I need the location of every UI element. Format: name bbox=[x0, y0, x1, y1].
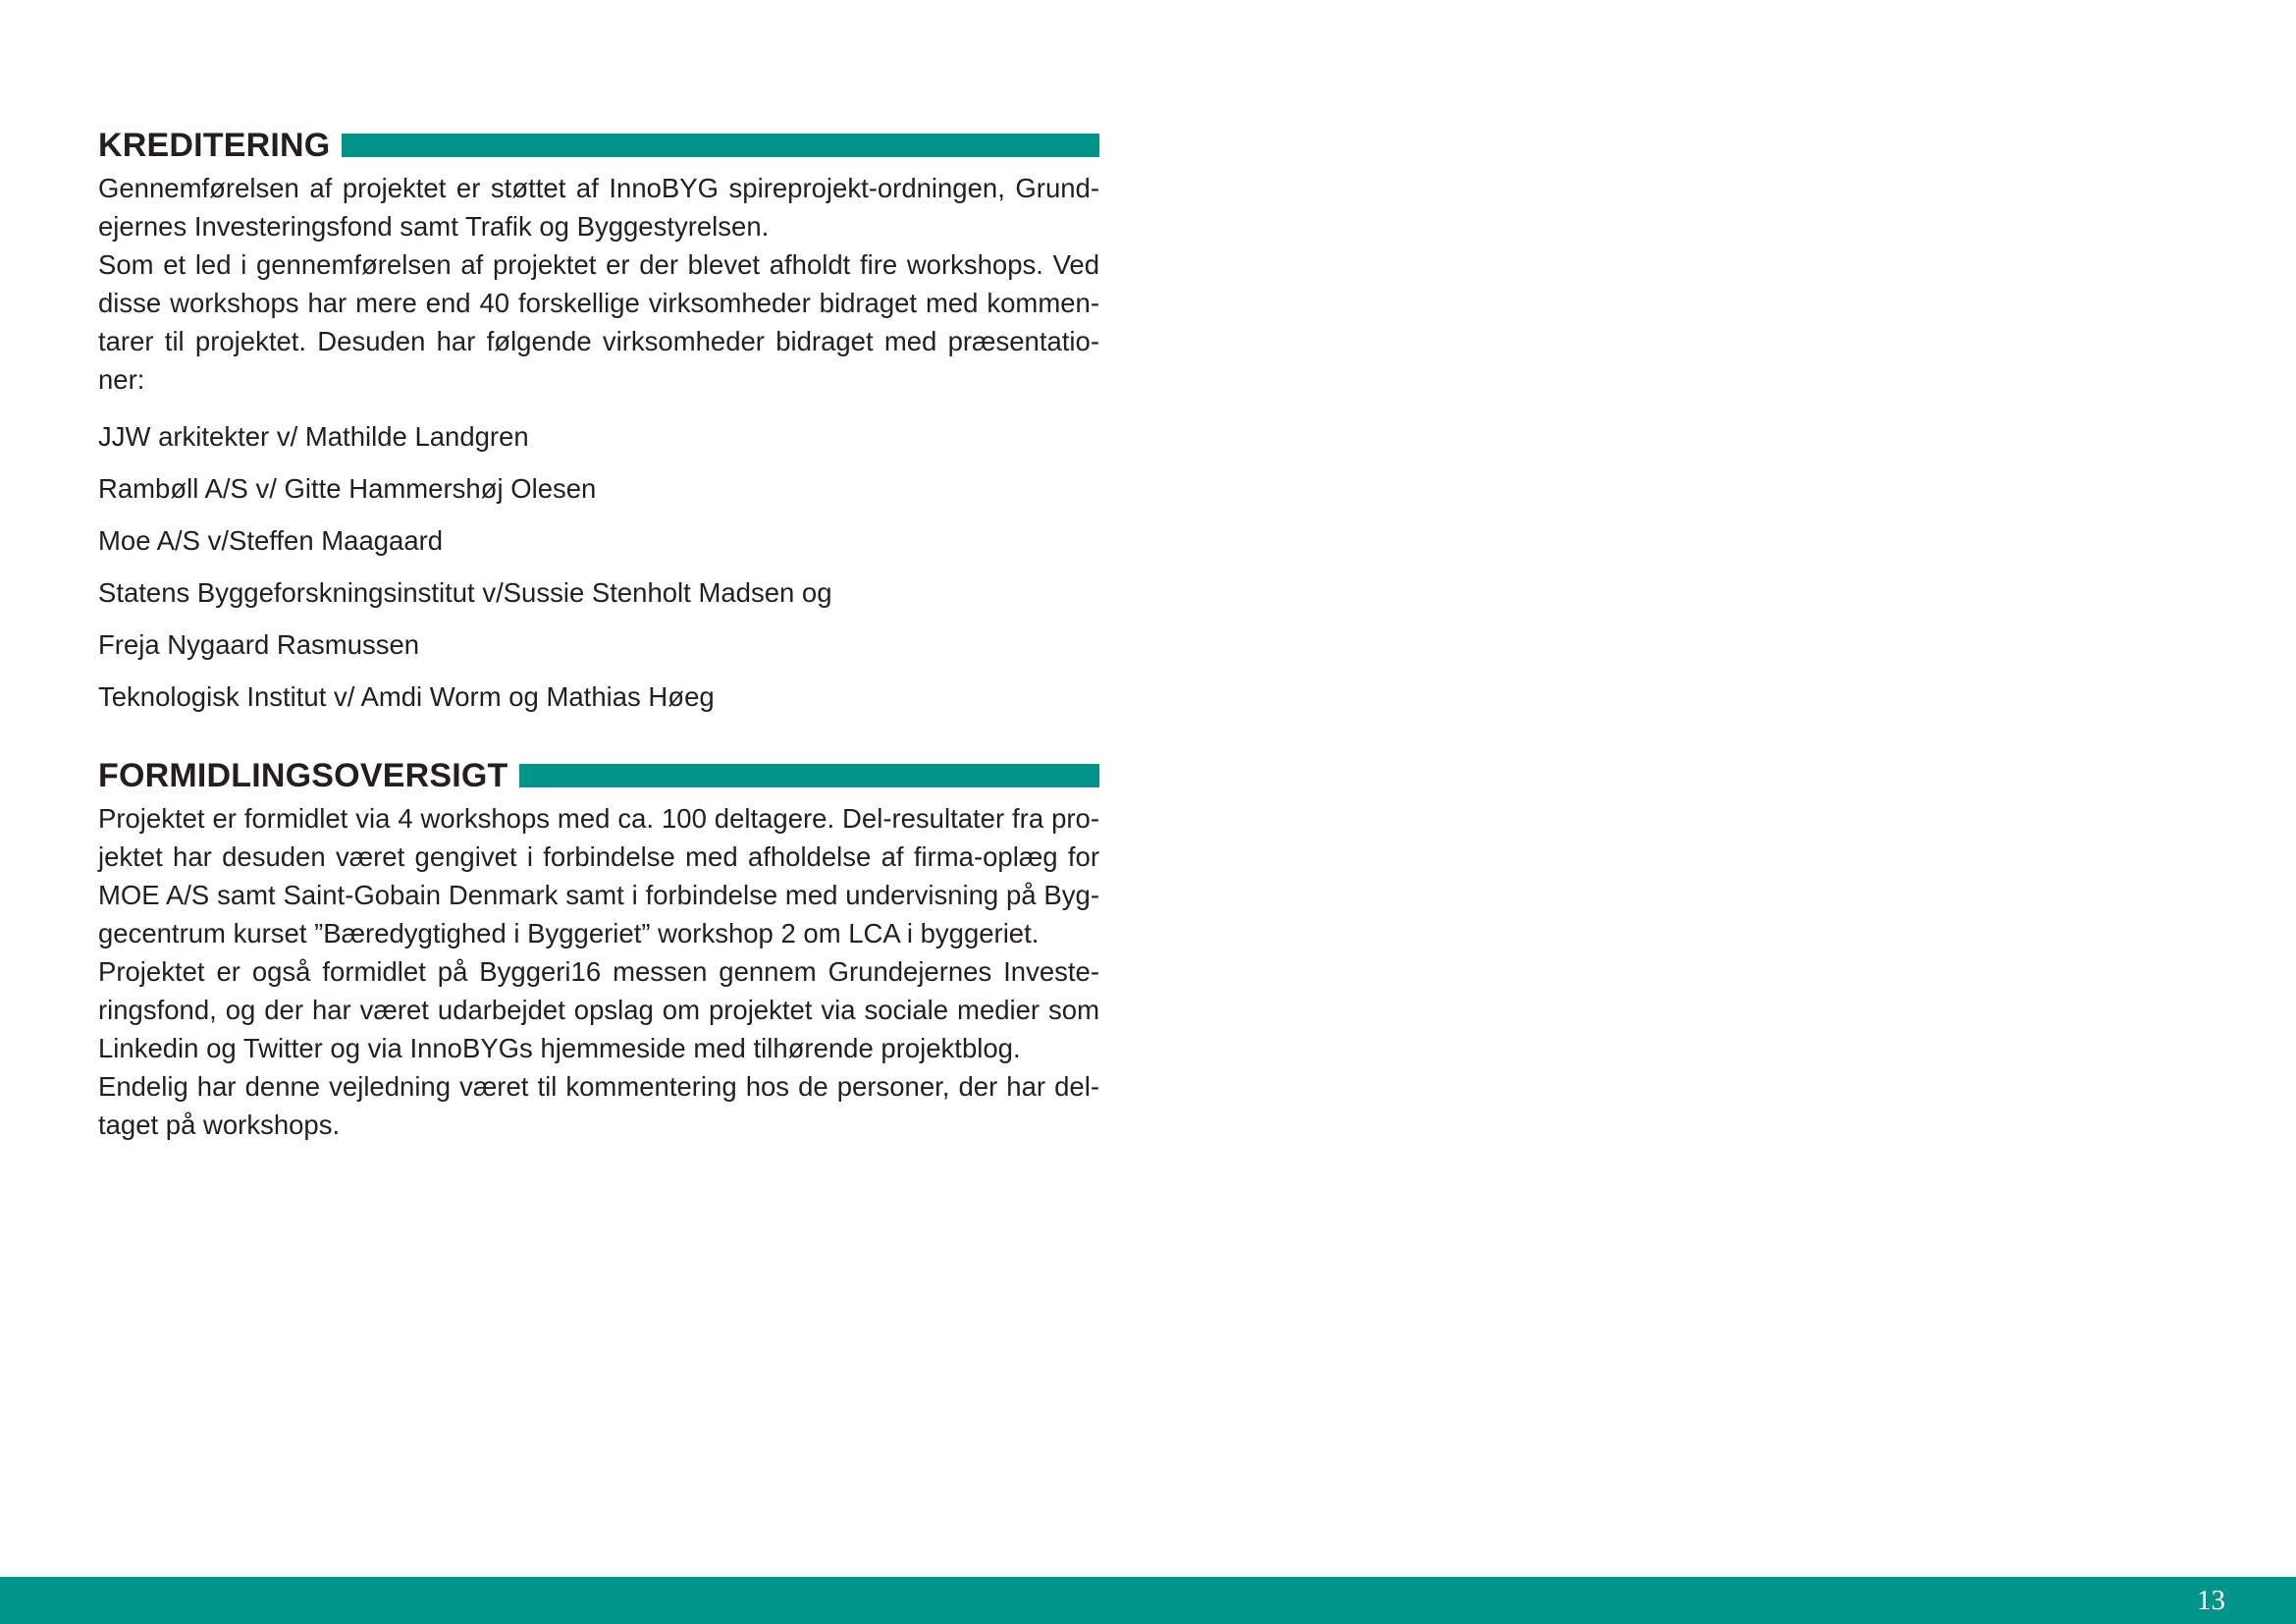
contributor-item: JJW arkitekter v/ Mathilde Landgren bbox=[98, 421, 529, 452]
contributor-item: Teknologisk Institut v/ Amdi Worm og Mathias Høeg bbox=[98, 681, 715, 712]
page-number: 13 bbox=[2197, 1585, 2225, 1616]
section-formidlingsoversigt bbox=[98, 756, 1099, 1144]
section-heading: KREDITERING bbox=[98, 127, 331, 164]
heading-accent-bar bbox=[519, 764, 1099, 787]
contributor-item: Rambøll A/S v/ Gitte Hammershøj Olesen bbox=[98, 473, 597, 504]
contributor-list bbox=[98, 410, 1099, 723]
paragraph: Projektet er formidlet via 4 workshops med ca. 100 deltagere. Del-resultater fra projektet har desuden været gengivet i forbindelse med afholdelse af firma-oplæg for MOE A/S samt Saint-Gobain Denmark samt i forbindelse med undervisning på Byggecentrum kurset ”Bæredygtighed i Byggeriet” workshop 2 om LCA i byggeriet. bbox=[98, 803, 1099, 948]
contributor-item: Statens Byggeforskningsinstitut v/Sussie Stenholt Madsen og bbox=[98, 577, 832, 608]
footer-bar bbox=[0, 1577, 2296, 1624]
paragraph: Som et led i gennemførelsen af projektet er der blevet afholdt fire workshops. Ved disse workshops har mere end 40 forskellige virksomheder bidraget med kommentarer til projektet. Desuden har følgende virksomheder bidraget med præsentationer: bbox=[98, 249, 1099, 395]
heading-accent-bar bbox=[342, 134, 1099, 157]
paragraph: Endelig har denne vejledning været til kommentering hos de personer, der har deltaget på workshops. bbox=[98, 1071, 1099, 1140]
section-kreditering bbox=[98, 126, 1099, 723]
section-heading-row bbox=[98, 126, 1099, 165]
section-heading-row bbox=[98, 756, 1099, 795]
section-heading: FORMIDLINGSOVERSIGT bbox=[98, 757, 508, 794]
contributor-item: Freja Nygaard Rasmussen bbox=[98, 629, 420, 660]
contributor-item: Moe A/S v/Steffen Maagaard bbox=[98, 525, 444, 556]
paragraph: Gennemførelsen af projektet er støttet af InnoBYG spireprojekt-ordningen, Grundejernes Investeringsfond samt Trafik og Byggestyrelsen. bbox=[98, 173, 1099, 242]
paragraph: Projektet er også formidlet på Byggeri16 messen gennem Grundejernes Investeringsfond, og der har været udarbejdet opslag om projektet via sociale medier som Linkedin og Twitter og via InnoBYGs hjemmeside med tilhørende projektblog. bbox=[98, 956, 1099, 1063]
